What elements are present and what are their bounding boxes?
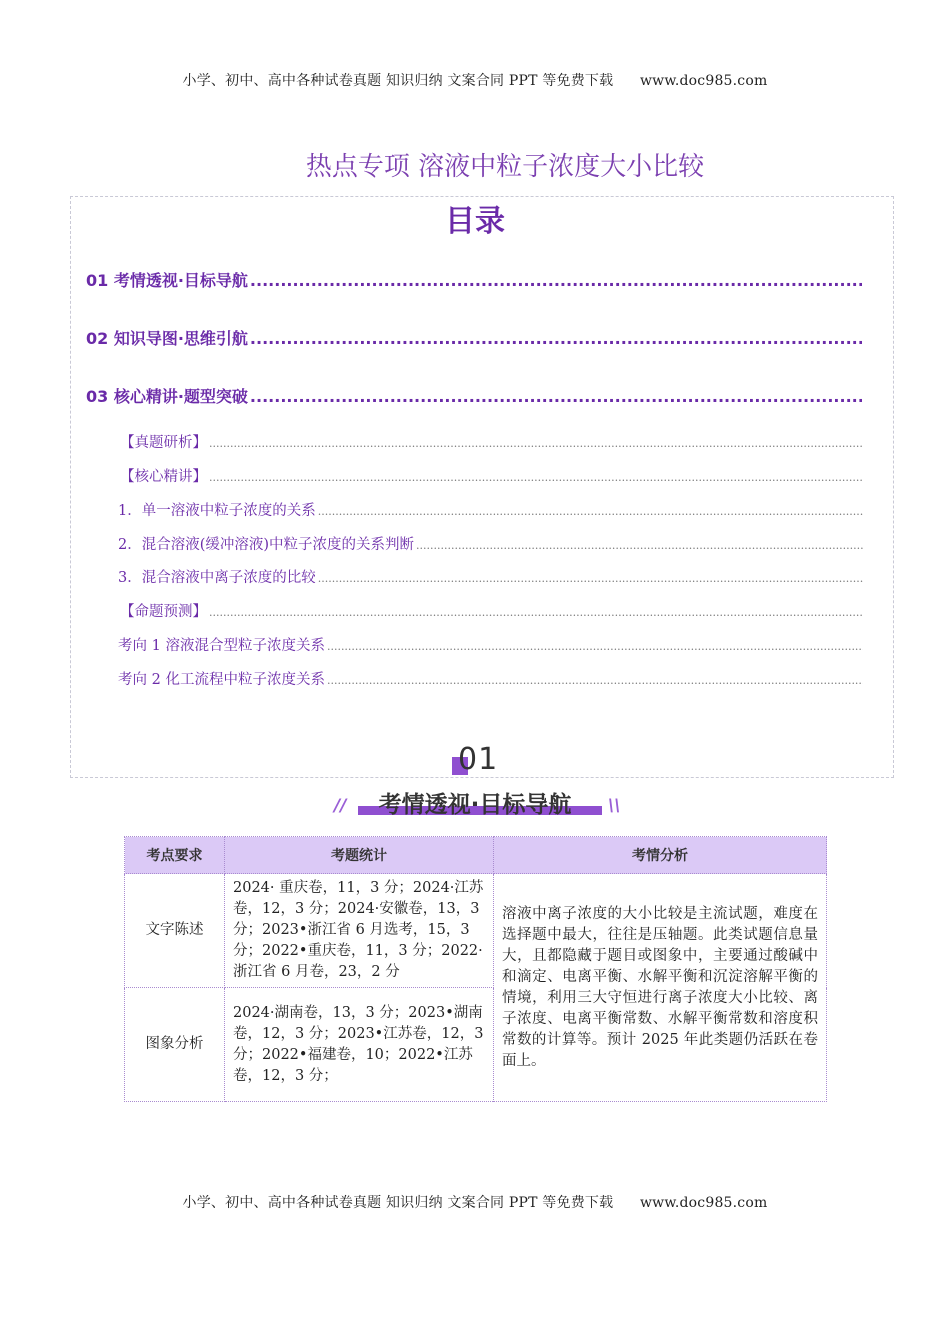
toc-sub-kaoxiang-1[interactable] bbox=[118, 634, 863, 655]
header-requirement: 考点要求 bbox=[125, 837, 225, 874]
section-slash-left: // bbox=[334, 796, 347, 816]
requirement-cell: 图象分析 bbox=[125, 988, 225, 1102]
toc-entry-02[interactable] bbox=[86, 326, 862, 349]
toc-entry-01[interactable] bbox=[86, 268, 862, 291]
toc-entry-label: 02 知识导图·思维引航 bbox=[86, 329, 248, 348]
toc-leader-dots bbox=[416, 539, 863, 552]
toc-leader-dots bbox=[209, 437, 863, 450]
toc-sub-item-3[interactable] bbox=[118, 566, 863, 587]
document-title: 热点专项 溶液中粒子浓度大小比较 bbox=[305, 152, 705, 182]
header-url[interactable]: www.doc985.com bbox=[639, 73, 768, 89]
page-footer bbox=[0, 1192, 950, 1212]
toc-sub-label: 3．混合溶液中离子浓度的比较 bbox=[118, 570, 316, 586]
toc-leader-dots bbox=[327, 674, 863, 687]
toc-sub-zhenti[interactable] bbox=[120, 431, 863, 452]
toc-sub-label: 考向 2 化工流程中粒子浓度关系 bbox=[118, 672, 325, 688]
analysis-cell: 溶液中离子浓度的大小比较是主流试题，难度在选择题中最大，往往是压轴题。此类试题信息量大，且都隐藏于题目或图象中，主要通过酸碱中和滴定、电离平衡、水解平衡和沉淀溶解平衡的情境，利用三大守恒进行离子浓度大小比较、离子浓度、电离平衡常数、水解平衡常数和溶度积常数的计算等。预计 2025 年此类题仍活跃在卷面上。 bbox=[494, 874, 827, 1102]
toc-leader-dots bbox=[250, 329, 862, 348]
section-title: 考情透视·目标导航 bbox=[378, 792, 572, 818]
toc-leader-dots bbox=[209, 606, 863, 619]
toc-leader-dots bbox=[250, 271, 862, 290]
header-statistics: 考题统计 bbox=[225, 837, 494, 874]
requirement-cell: 文字陈述 bbox=[125, 874, 225, 988]
page-header bbox=[0, 70, 950, 90]
toc-sub-label: 【核心精讲】 bbox=[120, 469, 207, 485]
section-number: 01 bbox=[458, 742, 499, 777]
toc-leader-dots bbox=[209, 471, 863, 484]
toc-sub-label: 【命题预测】 bbox=[120, 604, 207, 620]
toc-sub-kaoxiang-2[interactable] bbox=[118, 668, 863, 689]
toc-leader-dots bbox=[327, 640, 863, 653]
table-header-row bbox=[125, 837, 827, 874]
footer-url[interactable]: www.doc985.com bbox=[639, 1195, 768, 1211]
toc-sub-item-2[interactable] bbox=[118, 533, 863, 554]
toc-sub-label: 2．混合溶液(缓冲溶液)中粒子浓度的关系判断 bbox=[118, 537, 415, 553]
toc-sub-hexin[interactable] bbox=[120, 465, 863, 486]
toc-leader-dots bbox=[318, 572, 863, 585]
toc-leader-dots bbox=[250, 387, 862, 406]
table-row bbox=[125, 874, 827, 988]
statistics-cell: 2024·湖南卷，13，3 分；2023•湖南卷，12，3 分；2023•江苏卷，12，3 分；2022•福建卷，10；2022•江苏卷，12，3 分； bbox=[225, 988, 494, 1102]
section-slash-right: \\ bbox=[608, 796, 621, 816]
toc-sub-label: 【真题研析】 bbox=[120, 435, 207, 451]
statistics-cell: 2024· 重庆卷，11，3 分；2024·江苏卷，12，3 分；2024·安徽卷，13，3 分；2023•浙江省 6 月选考，15，3 分；2022•重庆卷，11，3 分；2022·浙江省 6 月卷，23，2 分 bbox=[225, 874, 494, 988]
header-text: 小学、初中、高中各种试卷真题 知识归纳 文案合同 PPT 等免费下载 bbox=[182, 73, 614, 89]
toc-entry-03[interactable] bbox=[86, 384, 862, 407]
toc-entry-label: 01 考情透视·目标导航 bbox=[86, 271, 248, 290]
toc-leader-dots bbox=[318, 505, 863, 518]
toc-heading: 目录 bbox=[445, 204, 505, 239]
toc-sub-yuce[interactable] bbox=[120, 600, 863, 621]
exam-analysis-table bbox=[124, 836, 827, 1102]
toc-sub-label: 1．单一溶液中粒子浓度的关系 bbox=[118, 503, 316, 519]
header-analysis: 考情分析 bbox=[494, 837, 827, 874]
toc-sub-label: 考向 1 溶液混合型粒子浓度关系 bbox=[118, 638, 325, 654]
toc-sub-item-1[interactable] bbox=[118, 499, 863, 520]
toc-entry-label: 03 核心精讲·题型突破 bbox=[86, 387, 248, 406]
footer-text: 小学、初中、高中各种试卷真题 知识归纳 文案合同 PPT 等免费下载 bbox=[182, 1195, 614, 1211]
